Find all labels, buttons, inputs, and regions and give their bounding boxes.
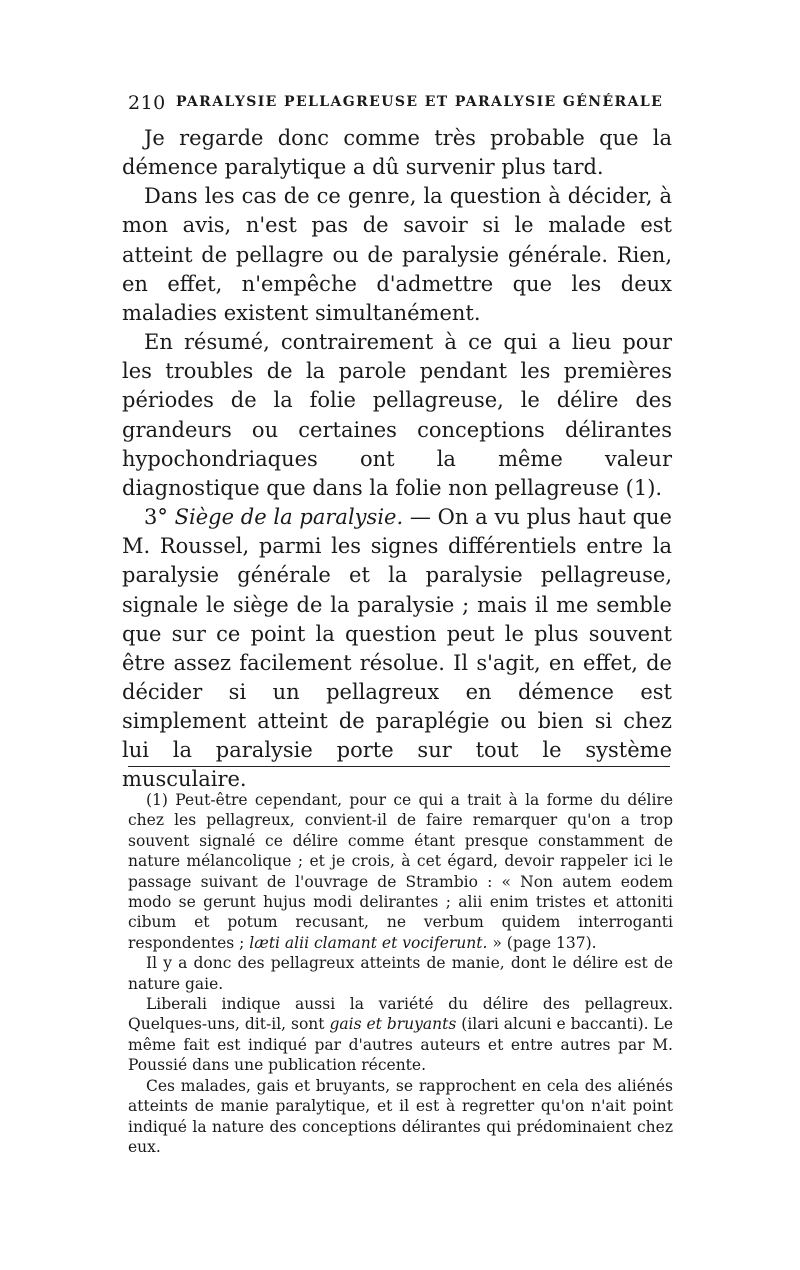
page-header — [128, 92, 673, 116]
footnote-paragraph — [128, 994, 673, 1076]
running-title: PARALYSIE PELLAGREUSE ET PARALYSIE GÉNÉRALE — [176, 94, 664, 110]
paragraph: Je regarde donc comme très probable que la démence paralytique a dû survenir plus tard. — [122, 126, 672, 180]
footnote-paragraph: Il y a donc des pellagreux atteints de manie, dont le délire est de nature gaie. — [128, 954, 673, 993]
footnote-divider — [128, 766, 670, 767]
footnote-paragraph — [128, 790, 673, 953]
main-text — [122, 124, 672, 795]
page-number: 210 — [128, 92, 166, 114]
footnote-text: (1) Peut-être cependant, pour ce qui a trait à la forme du délire chez les pellagreux, convient-il de faire remarquer qu'on a trop souvent signalé ce délire comme étant presque constamment de nature mélancolique ; et je crois, à cet égard, devoir rappeler ici le passage suivant de l'ouvrage de Strambio : « Non autem eodem modo se gerunt hujus modi delirantes ; alii enim tristes et attoniti cibum et potum recusant, ne verbum quidem interroganti respondentes ; — [128, 791, 673, 952]
footnote-citation: » (page 137). — [487, 933, 597, 952]
section-paragraph — [122, 503, 672, 795]
paragraph: Dans les cas de ce genre, la question à décider, à mon avis, n'est pas de savoir si le malade est atteint de pellagre ou de paralysie générale. Rien, en effet, n'empêche d'admettre que les deux maladies existent simultanément. — [122, 184, 672, 325]
footnote-paragraph: Ces malades, gais et bruyants, se rapprochent en cela des aliénés atteints de manie paralytique, et il est à regretter qu'on n'ait point indiqué la nature des conceptions délirantes qui prédominaient chez eux. — [128, 1076, 673, 1156]
footnotes — [128, 790, 673, 1157]
footnote-text: (ilari alcuni e baccanti). Le même fait est indiqué par d'autres auteurs et entre autres par M. Poussié dans une publication récente. — [128, 1015, 673, 1075]
section-text: — On a vu plus haut que M. Roussel, parmi les signes différentiels entre la paralysie générale et la paralysie pellagreuse, signale le siège de la paralysie ; mais il me semble que sur ce point la question peut le plus souvent être assez facilement résolue. Il s'agit, en effet, de décider si un pellagreux en démence est simplement atteint de paraplégie ou bien si chez lui la paralysie porte sur tout le système musculaire. — [122, 505, 672, 792]
paragraph: En résumé, contrairement à ce qui a lieu pour les troubles de la parole pendant les premières périodes de la folie pellagreuse, le délire des grandeurs ou certaines conceptions délirantes hypochondriaques ont la même valeur diagnostique que dans la folie non pellagreuse (1). — [122, 330, 672, 500]
footnote-italic: gais et bruyants — [329, 1015, 457, 1034]
section-title: Siège de la paralysie. — [174, 505, 404, 530]
footnote-text: Liberali indique aussi la variété du délire des pellagreux. Quelques-uns, dit-il, sont — [128, 995, 673, 1034]
section-number: 3° — [144, 505, 168, 530]
footnote-quote-italic: læti alii clamant et vociferunt. — [249, 933, 488, 952]
